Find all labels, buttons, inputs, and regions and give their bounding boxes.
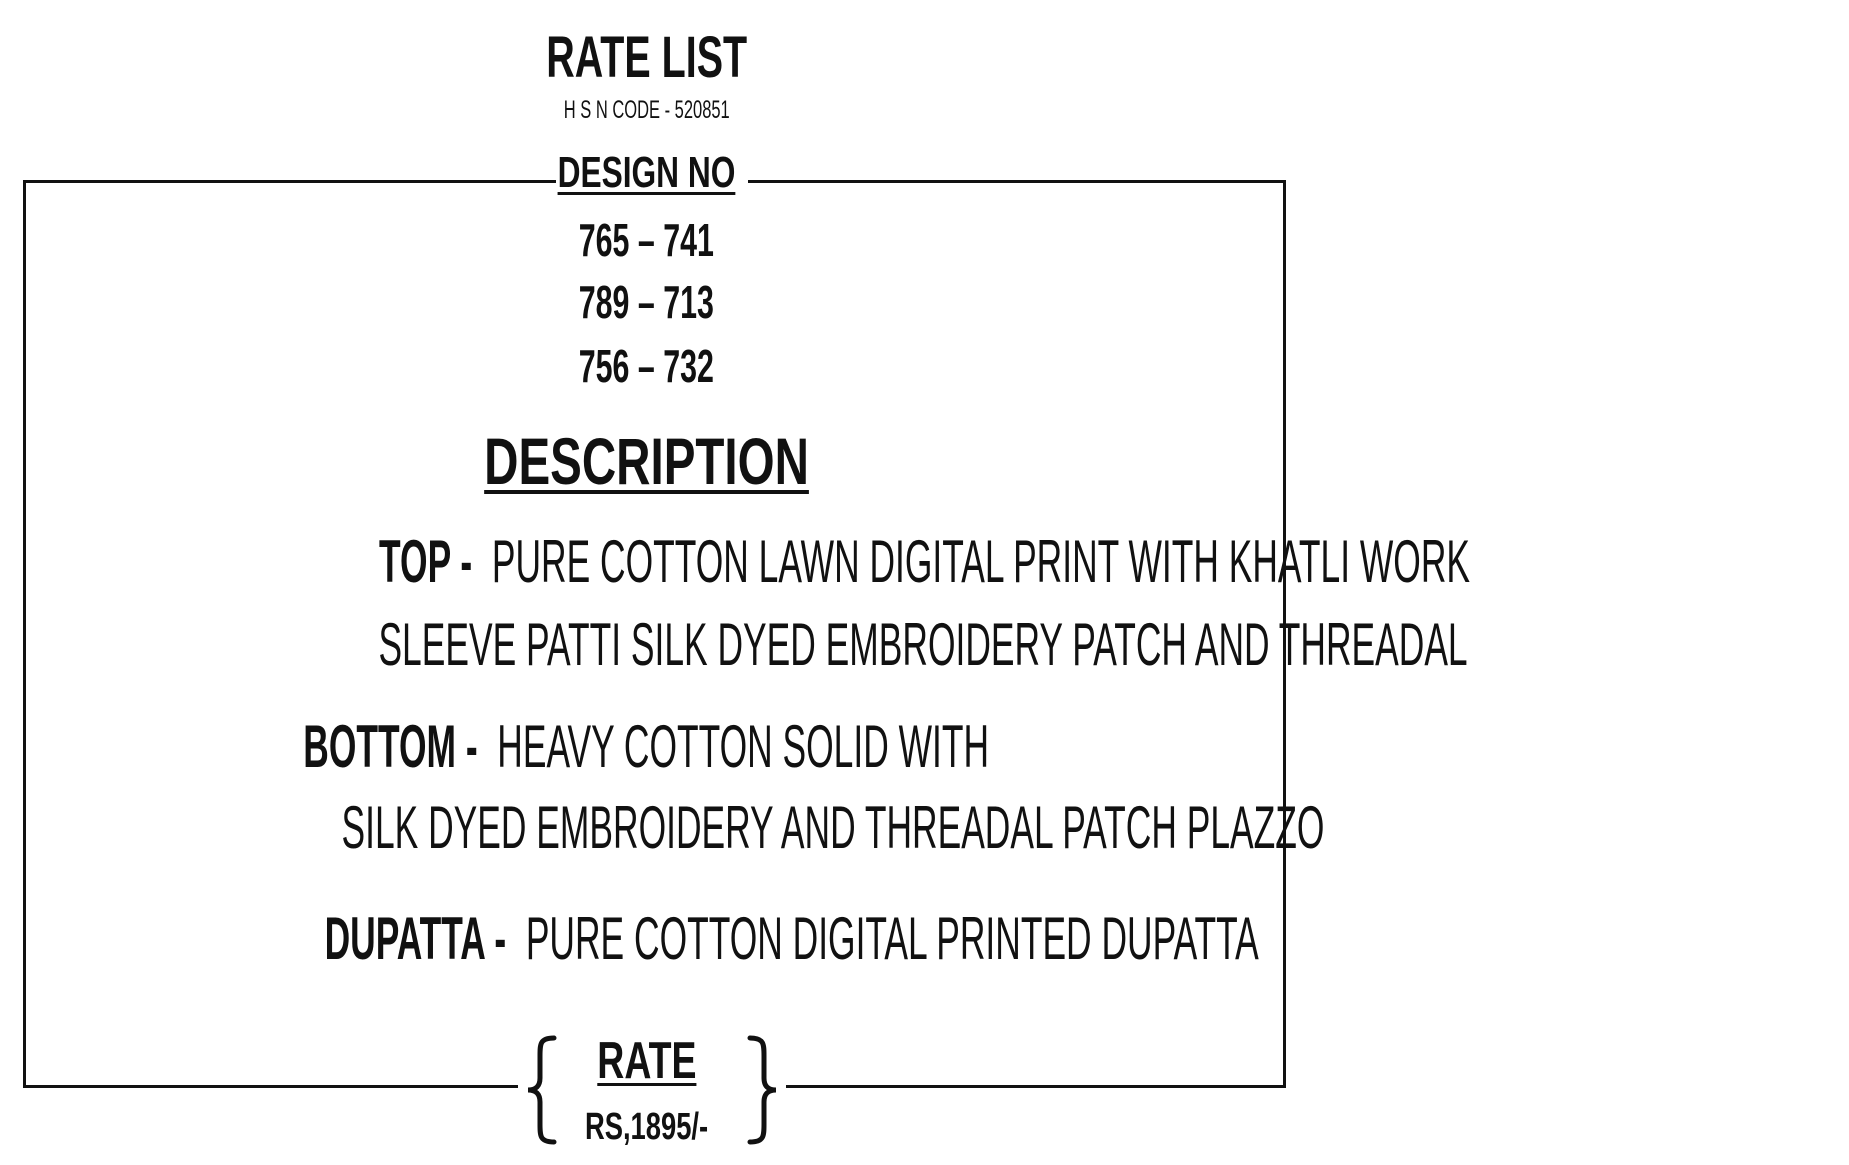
design-number-text: 765 – 741 bbox=[578, 214, 715, 266]
page-title bbox=[0, 26, 1293, 90]
description-heading-text: DESCRIPTION bbox=[484, 424, 809, 498]
design-no-heading-text: DESIGN NO bbox=[557, 148, 736, 197]
hsn-code bbox=[0, 96, 1293, 124]
bottom-text-1: HEAVY COTTON SOLID WITH bbox=[497, 713, 990, 780]
design-number bbox=[0, 214, 1293, 266]
design-number-text: 789 – 713 bbox=[578, 276, 715, 328]
design-number bbox=[0, 276, 1293, 328]
dupatta-text: PURE COTTON DIGITAL PRINTED DUPATTA bbox=[525, 905, 1259, 972]
top-description-line-2 bbox=[0, 611, 1468, 678]
dupatta-label: DUPATTA - bbox=[324, 905, 507, 972]
top-description-line-1 bbox=[0, 528, 1471, 595]
page-title-text: RATE LIST bbox=[546, 25, 747, 90]
bottom-description-line-1 bbox=[0, 714, 1293, 780]
rate-heading-text: RATE bbox=[596, 1032, 697, 1090]
dupatta-description-line bbox=[0, 906, 1293, 972]
hsn-code-text: H S N CODE - 520851 bbox=[563, 96, 730, 124]
rate-value-text: RS,1895/- bbox=[584, 1106, 709, 1148]
top-text-2: SLEEVE PATTI SILK DYED EMBROIDERY PATCH AND THREADAL bbox=[378, 611, 1468, 678]
top-label: TOP - bbox=[379, 528, 473, 595]
bottom-description-line-2 bbox=[0, 794, 1325, 861]
top-text-1: PURE COTTON LAWN DIGITAL PRINT WITH KHATLI WORK bbox=[491, 528, 1471, 595]
rate-value bbox=[0, 1106, 1293, 1148]
design-number-text: 756 – 732 bbox=[578, 340, 715, 392]
design-no-heading bbox=[0, 148, 1293, 198]
bottom-text-2: SILK DYED EMBROIDERY AND THREADAL PATCH PLAZZO bbox=[341, 794, 1325, 861]
design-number bbox=[0, 340, 1293, 392]
description-heading bbox=[0, 424, 1293, 498]
bottom-label: BOTTOM - bbox=[303, 713, 478, 780]
rate-heading bbox=[0, 1032, 1293, 1090]
